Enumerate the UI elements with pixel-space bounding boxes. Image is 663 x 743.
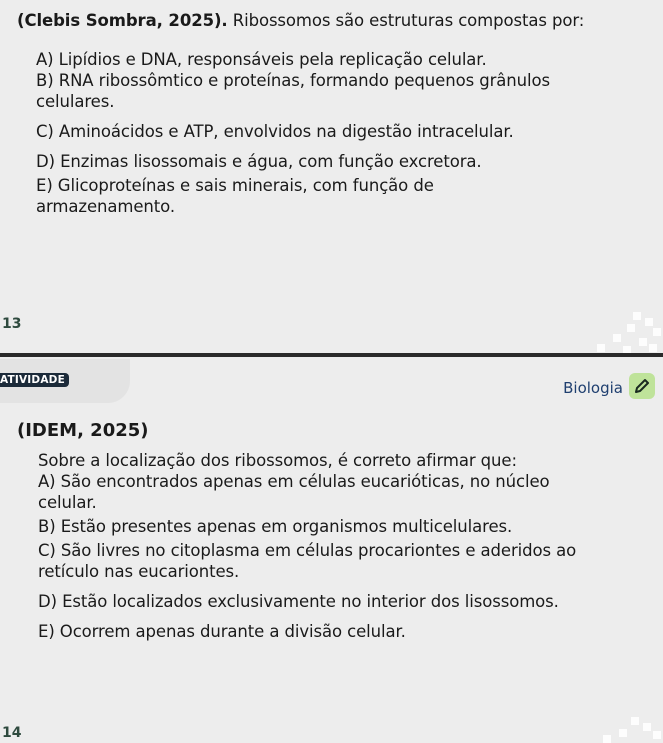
slide-divider xyxy=(0,353,663,357)
subject-label: Biologia xyxy=(563,379,623,397)
slide-question-13 xyxy=(0,359,663,743)
option-b: B) Estão presentes apenas em organismos multicelulares. xyxy=(38,517,513,536)
decorative-pixels xyxy=(583,310,663,354)
question-12-source: (Clebis Sombra, 2025). xyxy=(17,11,228,30)
option-c: C) São livres no citoplasma em células procariontes e aderidos ao xyxy=(38,541,577,560)
decorative-pixels xyxy=(583,709,663,743)
option-a: A) São encontrados apenas em células eucarióticas, no núcleo xyxy=(38,472,550,491)
option-e: E) Glicoproteínas e sais minerais, com função de xyxy=(36,176,434,195)
question-12-text xyxy=(17,10,655,217)
option-b: B) RNA ribossômtico e proteínas, formando pequenos grânulos xyxy=(36,71,550,90)
option-c-continued: retículo nas eucariontes. xyxy=(38,562,240,581)
question-13-source: (IDEM, 2025) xyxy=(17,420,149,441)
activity-badge: ATIVIDADE xyxy=(0,373,69,387)
option-c: C) Aminoácidos e ATP, envolvidos na digestão intracelular. xyxy=(36,122,514,141)
question-12-stem: Ribossomos são estruturas compostas por: xyxy=(227,11,585,30)
option-d: D) Estão localizados exclusivamente no interior dos lisossomos. xyxy=(38,592,559,611)
option-e-continued: armazenamento. xyxy=(36,197,175,216)
question-13-stem: Sobre a localização dos ribossomos, é correto afirmar que: xyxy=(38,451,517,470)
page-number: 13 xyxy=(2,316,22,332)
question-13-text xyxy=(0,450,655,642)
option-a-continued: celular. xyxy=(38,493,97,512)
slide-question-12 xyxy=(0,0,663,355)
pencil-icon xyxy=(629,373,655,399)
option-d: D) Enzimas lisossomais e água, com função excretora. xyxy=(36,152,482,171)
page-number: 14 xyxy=(2,725,22,741)
option-b-continued: celulares. xyxy=(36,92,115,111)
option-a: A) Lipídios e DNA, responsáveis pela replicação celular. xyxy=(36,50,487,69)
option-e: E) Ocorrem apenas durante a divisão celular. xyxy=(38,622,406,641)
